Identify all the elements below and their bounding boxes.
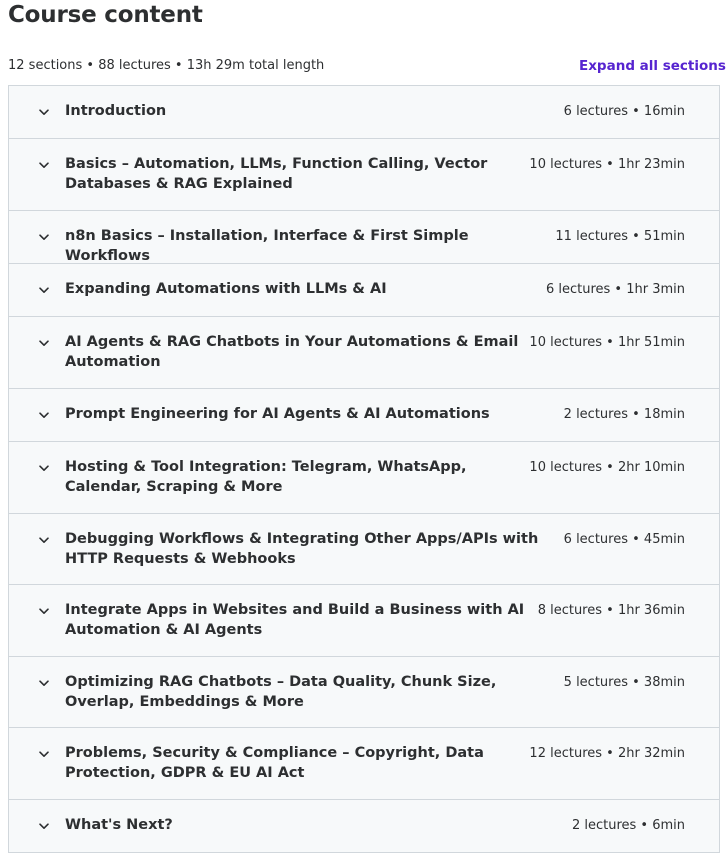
- chevron-down-icon: [37, 283, 51, 297]
- chevron-down-icon: [37, 105, 51, 119]
- section-stats: 6 lectures • 45min: [563, 532, 685, 547]
- chevron-down-icon: [37, 408, 51, 422]
- section-title: Integrate Apps in Websites and Build a Business with AI Automation & AI Agents: [65, 602, 525, 638]
- section-stats: 2 lectures • 18min: [563, 407, 685, 422]
- section-stats: 6 lectures • 1hr 3min: [545, 282, 685, 297]
- section-stats: 12 lectures • 2hr 32min: [529, 746, 685, 761]
- section-stats: 8 lectures • 1hr 36min: [537, 603, 685, 618]
- chevron-down-icon: [37, 533, 51, 547]
- chevron-down-icon: [37, 819, 51, 833]
- chevron-down-icon: [37, 158, 51, 172]
- chevron-down-icon: [37, 336, 51, 350]
- section-title: AI Agents & RAG Chatbots in Your Automations & Email Automation: [65, 334, 519, 370]
- expand-all-sections-button[interactable]: Expand all sections: [579, 58, 726, 74]
- section-title: Hosting & Tool Integration: Telegram, WhatsApp, Calendar, Scraping & More: [65, 459, 467, 495]
- section-stats: 2 lectures • 6min: [571, 818, 685, 833]
- section-title: Prompt Engineering for AI Agents & AI Automations: [65, 406, 490, 422]
- section-title: Expanding Automations with LLMs & AI: [65, 281, 387, 297]
- section-stats: 10 lectures • 1hr 23min: [529, 157, 685, 172]
- course-summary: 12 sections • 88 lectures • 13h 29m total length: [8, 58, 325, 73]
- section-title: n8n Basics – Installation, Interface & First Simple Workflows: [65, 228, 469, 264]
- course-section-row[interactable]: [9, 728, 719, 800]
- course-section-row[interactable]: [9, 389, 719, 442]
- chevron-down-icon: [37, 747, 51, 761]
- chevron-down-icon: [37, 676, 51, 690]
- section-stats: 5 lectures • 38min: [563, 675, 685, 690]
- course-section-row[interactable]: [9, 86, 719, 139]
- course-section-row[interactable]: [9, 585, 719, 657]
- course-section-row[interactable]: [9, 264, 719, 317]
- course-sections-list: [8, 85, 720, 853]
- course-section-row[interactable]: [9, 800, 719, 853]
- section-stats: 11 lectures • 51min: [555, 229, 685, 244]
- section-title: Debugging Workflows & Integrating Other Apps/APIs with HTTP Requests & Webhooks: [65, 531, 539, 567]
- course-section-row[interactable]: [9, 657, 719, 728]
- course-section-row[interactable]: [9, 514, 719, 585]
- section-title: Introduction: [65, 103, 167, 119]
- chevron-down-icon: [37, 604, 51, 618]
- page-title: Course content: [8, 2, 203, 28]
- chevron-down-icon: [37, 230, 51, 244]
- course-section-row[interactable]: [9, 317, 719, 389]
- course-section-row[interactable]: [9, 442, 719, 514]
- section-title: Problems, Security & Compliance – Copyright, Data Protection, GDPR & EU AI Act: [65, 745, 484, 781]
- chevron-down-icon: [37, 461, 51, 475]
- section-stats: 10 lectures • 1hr 51min: [529, 335, 685, 350]
- course-meta-row: [8, 56, 726, 76]
- section-title: Basics – Automation, LLMs, Function Calling, Vector Databases & RAG Explained: [65, 156, 488, 192]
- section-title: What's Next?: [65, 817, 173, 833]
- section-title: Optimizing RAG Chatbots – Data Quality, Chunk Size, Overlap, Embeddings & More: [65, 674, 497, 710]
- course-section-row[interactable]: [9, 139, 719, 211]
- course-section-row[interactable]: [9, 211, 719, 264]
- section-stats: 6 lectures • 16min: [563, 104, 685, 119]
- section-stats: 10 lectures • 2hr 10min: [529, 460, 685, 475]
